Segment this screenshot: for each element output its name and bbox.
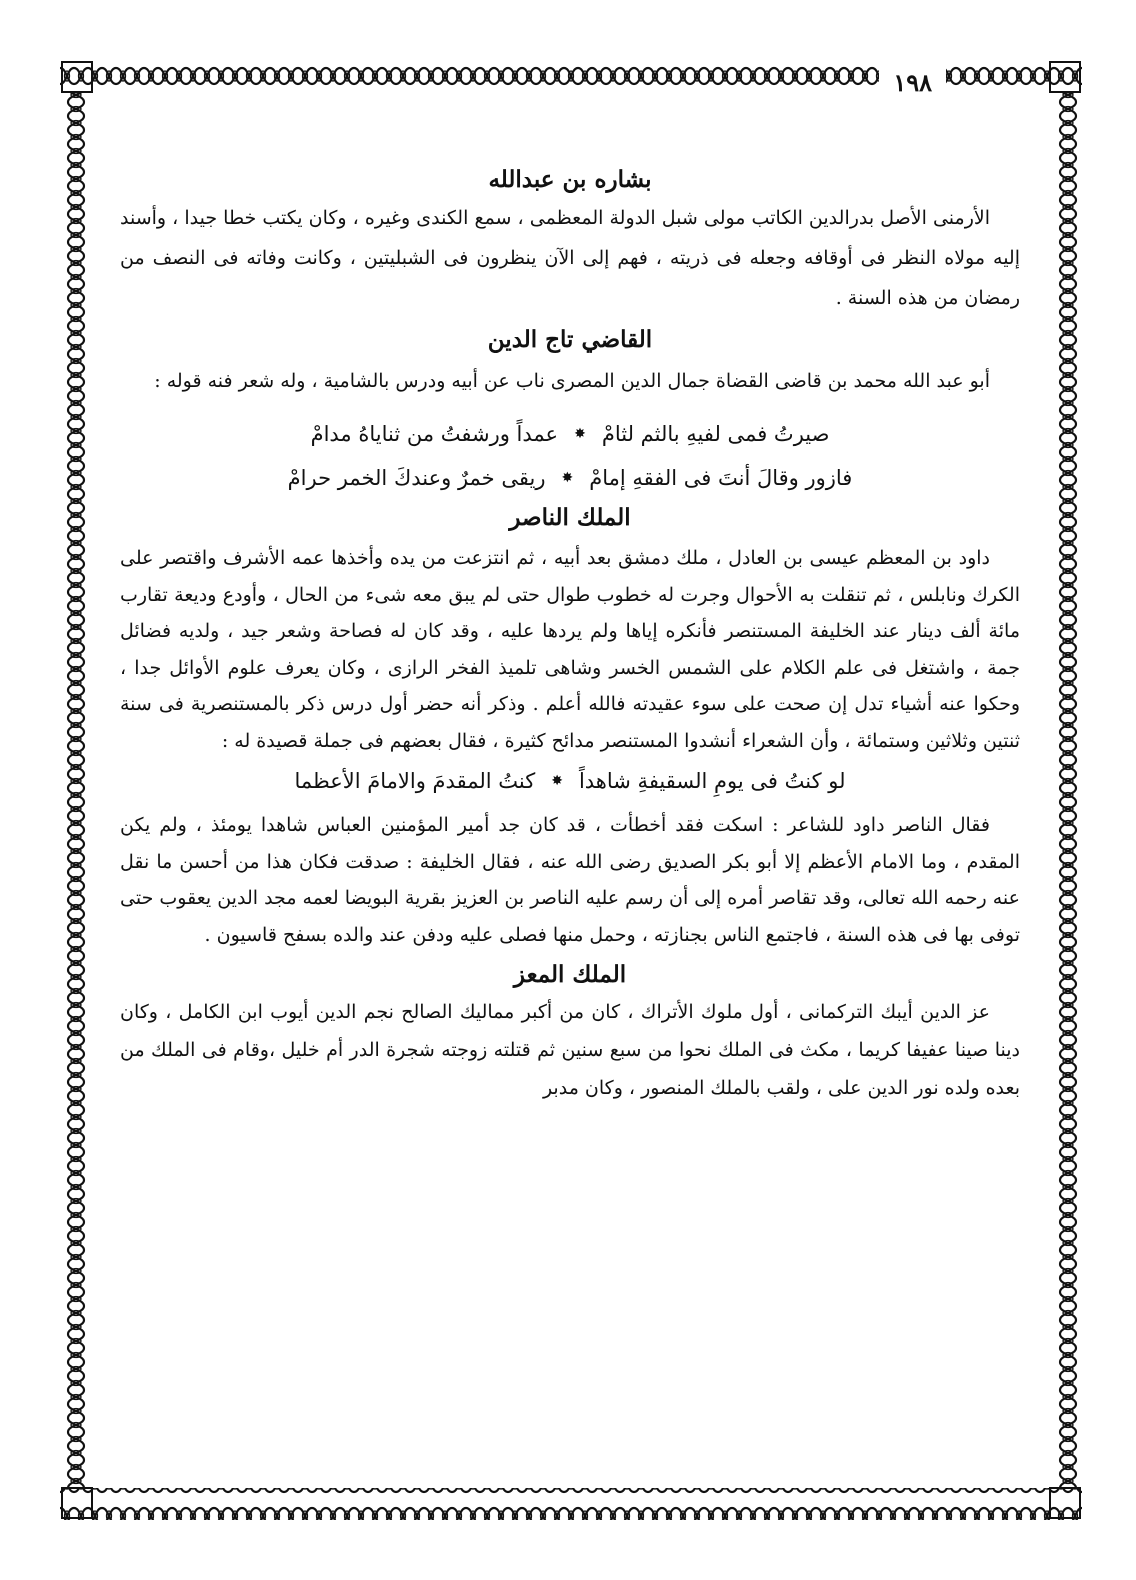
paragraph-qadi: أبو عبد الله محمد بن قاضى القضاة جمال الدين المصرى ناب عن أبيه ودرس بالشامية ، وله شعر فنه قوله :: [154, 370, 990, 392]
paragraph-muizz: عز الدين أيبك التركمانى ، أول ملوك الأتراك ، كان من أكبر مماليك الصالح نجم الدين أيوب ابن الكامل ، وكان دينا صينا عفيفا كريما ، مكث فى الملك نحوا من سبع سنين ثم قتلته زوجته شجرة الدر أم خليل ،وقام فى الملك من بعده ولده نور الدين على ، ولقب بالملك المنصور ، وكان مدبر: [120, 1001, 1020, 1099]
verse-separator-star: ✸: [551, 773, 563, 789]
verse-second-hemistich: كنتُ المقدمَ والامامَ الأعظما: [294, 769, 536, 793]
verse-line: [120, 456, 1020, 500]
page-body: [120, 162, 1020, 1452]
verse-line: [120, 759, 1020, 803]
paragraph-nasir-2: فقال الناصر داود للشاعر : اسكت فقد أخطأت ، قد كان جد أمير المؤمنين العباس شاهدا يومئذ ، ولم يكن المقدم ، وما الامام الأعظم إلا أبو بكر الصديق رضى الله عنه ، فقال الخليفة : صدقت فكان هذا من أحسن ما نقل عنه رحمه الله تعالى، وقد تقاصر أمره إلى أن رسم عليه الناصر بن العزيز بقرية البويضا لعمه مجد الدين يعقوب حتى توفى بها فى هذه السنة ، فاجتمع الناس بجنازته ، وحمل منها فصلى عليه ودفن عند والده بسفح قاسيون .: [120, 814, 1020, 946]
verse-first-hemistich: لو كنتُ فى يومِ السقيفةِ شاهداً: [578, 769, 846, 793]
paragraph-bishara: الأرمنى الأصل بدرالدين الكاتب مولى شبل الدولة المعظمى ، سمع الكندى وغيره ، وكان يكتب خطا جيدا ، وأسند إليه مولاه النظر فى أوقافه وجعله فى ذريته ، فهم إلى الآن ينظرون فى الشبليتين ، وكانت وفاته فى النصف من رمضان من هذه السنة .: [120, 207, 1020, 309]
verse-second-hemistich: عمداً ورشفتُ من ثناياهُ مدامْ: [310, 422, 559, 446]
verse-second-hemistich: ريقى خمرٌ وعندكَ الخمر حرامْ: [287, 466, 546, 490]
verse-separator-star: ✸: [561, 470, 574, 486]
verse-first-hemistich: فازور وقالَ أنتَ فى الفقهِ إمامْ: [589, 466, 853, 490]
paragraph-nasir-1: داود بن المعظم عيسى بن العادل ، ملك دمشق بعد أبيه ، ثم انتزعت من يده وأخذها عمه الأشرف واقتصر على الكرك ونابلس ، ثم تنقلت به الأحوال وجرت له خطوب طوال حتى لم يبق معه شىء من الحال ، وأودع وديعة تقارب مائة ألف دينار عند الخليفة المستنصر فأنكره إياها ولم يردها عليه ، وقد كان له فصاحة وشعر جيد ، ولديه فضائل جمة ، واشتغل فى علم الكلام على الشمس الخسر وشاهى تلميذ الفخر الرازى ، وكان يعرف علوم الأوائل جدا ، وحكوا عنه أشياء تدل إن صحت على سوء عقيدته فالله أعلم . وذكر أنه حضر أول درس ذكر بالمستنصرية فى سنة ثنتين وثلاثين وستمائة ، وأن الشعراء أنشدوا المستنصر مدائح كثيرة ، فقال بعضهم فى جملة قصيدة له :: [120, 547, 1020, 752]
verse-separator-star: ✸: [574, 426, 586, 442]
verse-first-hemistich: صيرتُ فمى لفيهِ بالثم لثامْ: [601, 422, 830, 446]
page-number: ١٩٨: [879, 66, 946, 100]
section-title-bishara: بشاره بن عبدالله: [488, 166, 652, 193]
section-title-nasir: الملك الناصر: [509, 504, 631, 531]
section-title-qadi: القاضي تاج الدين: [487, 326, 653, 353]
section-title-muizz: الملك المعز: [513, 961, 627, 988]
verse-line: [120, 412, 1020, 456]
